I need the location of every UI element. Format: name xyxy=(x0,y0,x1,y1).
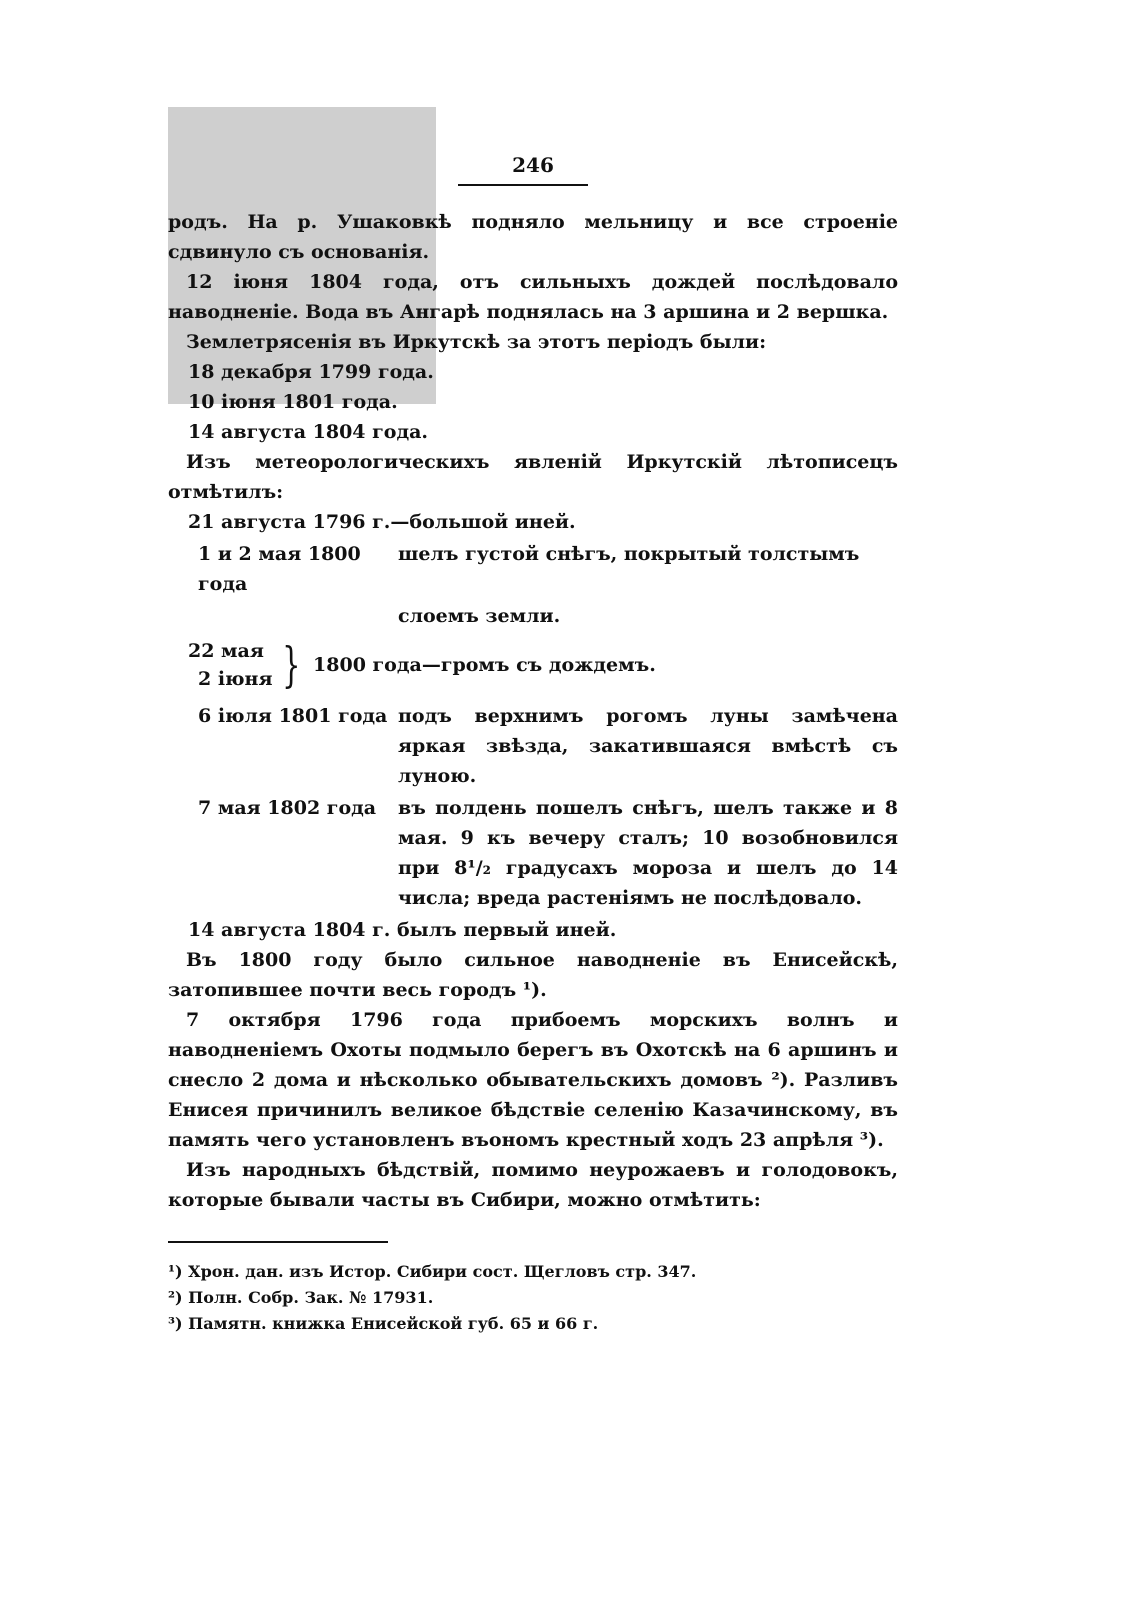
page-number: 246 xyxy=(512,153,554,177)
quake-1: 18 декабря 1799 года. xyxy=(188,361,434,383)
met-4-desc: подъ верхнимъ рогомъ луны замѣчена яркая звѣзда, закатившаяся вмѣстѣ съ луною. xyxy=(398,705,898,787)
met-3-dates xyxy=(188,637,272,693)
paragraph-5: Въ 1800 году было сильное наводненіе въ Енисейскѣ, затопившее почти весь городъ ¹). xyxy=(168,949,898,1001)
footnote-3: ³) Памятн. книжка Енисейской губ. 65 и 66 г. xyxy=(168,1314,599,1333)
met-2-desc-b: слоемъ земли. xyxy=(398,605,561,627)
footnote-1: ¹) Хрон. дан. изъ Истор. Сибири сост. Щегловъ стр. 347. xyxy=(168,1262,697,1281)
footnote-2: ²) Полн. Собр. Зак. № 17931. xyxy=(168,1288,434,1307)
met-4-date: 6 іюля 1801 года xyxy=(198,705,388,727)
met-3-date-a: 22 мая xyxy=(188,640,264,662)
header-rule xyxy=(458,184,588,186)
page-header xyxy=(168,150,898,181)
document-page xyxy=(168,150,898,1337)
footnote-rule xyxy=(168,1241,388,1243)
paragraph-7: Изъ народныхъ бѣдствій, помимо неурожаевъ и голодовокъ, которые бывали часты въ Сибири, можно отмѣтить: xyxy=(168,1159,898,1211)
brace-icon: } xyxy=(282,637,301,693)
met-3-desc: 1800 года—громъ съ дождемъ. xyxy=(313,654,656,676)
quake-2: 10 іюня 1801 года. xyxy=(188,391,398,413)
met-3 xyxy=(188,637,898,693)
met-4 xyxy=(168,701,898,791)
met-2-desc-a: шелъ густой снѣгъ, покрытый толстымъ xyxy=(398,543,860,565)
footnotes xyxy=(168,1259,898,1337)
met-5-date: 7 мая 1802 года xyxy=(198,797,377,819)
met-3-date-b: 2 іюня xyxy=(198,668,273,690)
paragraph-2: 12 іюня 1804 года, отъ сильныхъ дождей послѣдовало наводненіе. Вода въ Ангарѣ поднялась на 3 аршина и 2 вершка. xyxy=(168,271,898,323)
quake-3: 14 августа 1804 года. xyxy=(188,421,429,443)
met-6: 14 августа 1804 г. былъ первый иней. xyxy=(188,919,617,941)
paragraph-6: 7 октября 1796 года прибоемъ морскихъ волнъ и наводненіемъ Охоты подмыло берегъ въ Охотскѣ на 6 аршинъ и снесло 2 дома и нѣсколько обывательскихъ домовъ ²). Разливъ Енисея причинилъ великое бѣдствіе селенію Казачинскому, въ память чего установленъ въономъ крестный ходъ 23 апрѣля ³). xyxy=(168,1009,898,1151)
paragraph-1: родъ. На р. Ушаковкѣ подняло мельницу и все строеніе сдвинуло съ основанія. xyxy=(168,211,898,263)
met-2-date: 1 и 2 мая 1800 года xyxy=(198,543,361,595)
paragraph-4: Изъ метеорологическихъ явленій Иркутскій лѣтописецъ отмѣтилъ: xyxy=(168,451,898,503)
met-5-desc: въ полдень пошелъ снѣгъ, шелъ также и 8 мая. 9 къ вечеру сталъ; 10 возобновился при 8¹/₂ градусахъ мороза и шелъ до 14 числа; вреда растеніямъ не послѣдовало. xyxy=(398,797,898,909)
met-2 xyxy=(168,539,898,599)
paragraph-3: Землетрясенія въ Иркутскѣ за этотъ періодъ были: xyxy=(186,331,767,353)
met-1: 21 августа 1796 г.—большой иней. xyxy=(188,511,576,533)
met-5 xyxy=(168,793,898,913)
